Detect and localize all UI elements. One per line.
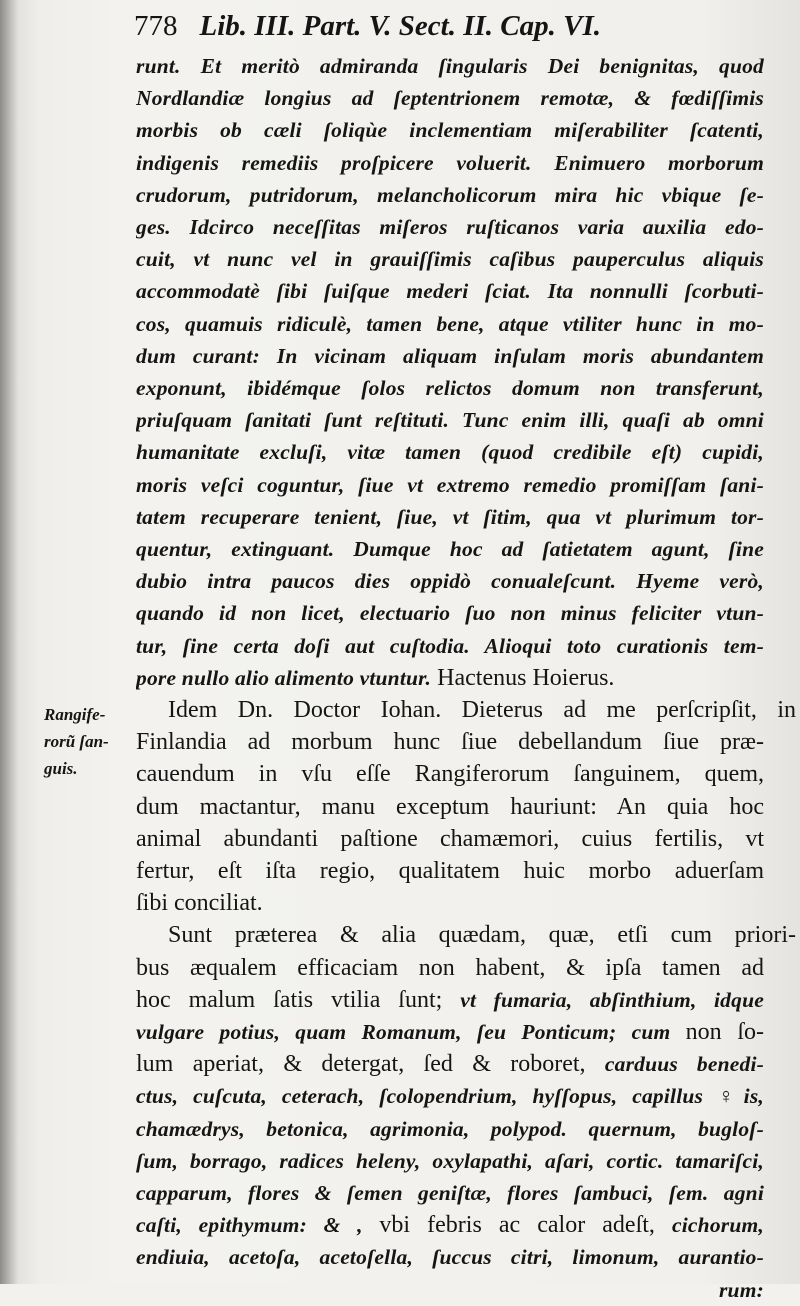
- line-text: exponunt, ibidémque ſolos relictos domum non transferunt,: [136, 376, 764, 400]
- line-text: vulgare potius, quam Romanum, ſeu Ponticum; cum: [136, 1020, 686, 1044]
- text-line: [136, 1177, 764, 1209]
- text-line: [136, 597, 764, 629]
- text-line: [136, 984, 764, 1016]
- line-text: cuit, vt nunc vel in grauiſſimis caſibus pauperculus aliquis: [136, 247, 764, 272]
- text-line: [136, 243, 764, 275]
- text-line: [136, 533, 764, 565]
- text-line: [136, 275, 764, 307]
- text-line: [136, 1209, 764, 1241]
- text-line: [136, 372, 764, 404]
- text-line: [136, 952, 764, 984]
- text-line: [136, 147, 764, 179]
- line-text: dubio intra paucos dies oppidò conualeſcunt. Hyeme verò,: [136, 569, 764, 594]
- line-text: Finlandia ad morbum hunc ſiue debellandum ſiue præ-: [136, 729, 764, 756]
- text-line: [136, 726, 764, 758]
- line-text: humanitate excluſi, vitæ tamen (quod credibile eſt) cupidi,: [136, 440, 764, 465]
- line-text: Nordlandiæ longius ad ſeptentrionem remotæ, & fœdiſſimis: [136, 86, 764, 111]
- line-text: lum aperiat, & detergat, ſed & roboret,: [136, 1051, 605, 1078]
- line-text: ſum, borrago, radices heleny, oxylapathi, aſari, cortic. tamariſci,: [136, 1148, 764, 1173]
- line-text: cos, quamuis ridiculè, tamen bene, atque vtiliter hunc in mo-: [136, 311, 764, 336]
- text-line: [136, 662, 764, 694]
- line-text: tur, ſine certa doſi aut cuſtodia. Alioqui toto curationis tem-: [136, 633, 764, 658]
- text-line: [136, 919, 796, 951]
- line-text: endiuia, acetoſa, acetoſella, ſuccus citri, limonum, aurantio-: [136, 1245, 764, 1270]
- text-line: [136, 404, 764, 436]
- line-text: indigenis remediis proſpicere voluerit. Enimuero morborum: [136, 150, 764, 175]
- text-line: [136, 501, 764, 533]
- text-line: [136, 469, 764, 501]
- text-line: [136, 1016, 764, 1048]
- line-text: tatem recuperare tenient, ſiue, vt ſitim, qua vt plurimum tor-: [136, 504, 764, 529]
- line-text: runt. Et meritò admiranda ſingularis Dei benignitas, quod: [136, 54, 764, 78]
- line-text: caſti, epithymum: & ,: [136, 1213, 380, 1238]
- line-text: dum curant: In vicinam aliquam inſulam moris abundantem: [136, 343, 764, 368]
- line-text: quentur, extinguant. Dumque hoc ad ſatietatem agunt, ſine: [136, 537, 764, 561]
- text-line: [136, 50, 764, 82]
- text-line: [136, 1241, 764, 1273]
- line-text: non ſo-: [685, 1019, 764, 1045]
- text-line: [136, 694, 796, 726]
- margin-note-line: Rangife-: [44, 705, 106, 724]
- text-line: [136, 1113, 764, 1145]
- line-text: cichorum,: [672, 1213, 764, 1238]
- line-text: ſibi conciliat.: [136, 890, 263, 917]
- line-text: ctus, cuſcuta, ceterach, ſcolopendrium, hyſſopus, capillus ♀is,: [136, 1084, 764, 1109]
- line-text: moris veſci coguntur, ſiue vt extremo remedio promiſſam ſani-: [136, 472, 764, 497]
- line-text: priuſquam ſanitati ſunt reſtituti. Tunc enim illi, quaſi ab omni: [136, 408, 764, 433]
- text-line: [136, 114, 764, 146]
- line-text: pore nullo alio alimento vtuntur.: [136, 665, 432, 690]
- line-text: fertur, eſt iſta regio, qualitatem huic morbo aduerſam: [136, 858, 764, 884]
- line-text: capparum, flores & ſemen geniſtæ, flores ſambuci, ſem. agni: [136, 1181, 764, 1205]
- line-text: vbi febris ac calor adeſt,: [379, 1212, 672, 1239]
- text-line: [136, 211, 764, 243]
- line-text: quando id non licet, electuario ſuo non minus feliciter vtun-: [136, 601, 764, 626]
- margin-note-line: rorũ ſan-: [44, 732, 109, 751]
- text-line: [136, 855, 764, 887]
- line-text: crudorum, putridorum, melancholicorum mira hic vbique ſe-: [136, 182, 764, 207]
- line-text: carduus benedi-: [604, 1052, 764, 1077]
- line-text: Sunt præterea & alia quædam, quæ, etſi cum priori-: [168, 922, 796, 949]
- line-text: morbis ob cæli ſoliqùe inclementiam miſerabiliter ſcatenti,: [136, 118, 764, 143]
- text-line: [136, 308, 764, 340]
- line-text: chamædrys, betonica, agrimonia, polypod. quernum, bugloſ-: [136, 1116, 764, 1141]
- line-text: cauendum in vſu eſſe Rangiferorum ſanguinem, quem,: [136, 761, 764, 788]
- text-line: [136, 630, 764, 662]
- text-line: [136, 791, 764, 823]
- running-head: Lib. III. Part. V. Sect. II. Cap. VI.: [199, 10, 602, 42]
- line-text: bus æqualem efficaciam non habent, & ipſa tamen ad: [136, 954, 764, 981]
- line-text: accommodatè ſibi ſuiſque mederi ſciat. Ita nonnulli ſcorbuti-: [136, 279, 764, 304]
- text-line: [136, 758, 764, 790]
- line-text: vt fumaria, abſinthium, idque: [460, 987, 764, 1012]
- text-line: [136, 340, 764, 372]
- running-header: [134, 10, 774, 46]
- line-text: animal abundanti paſtione chamæmori, cuius fertilis, vt: [136, 825, 764, 852]
- binding-gutter: [0, 0, 18, 1284]
- line-text: Hactenus Hoierus.: [431, 664, 615, 691]
- text-line: [136, 436, 764, 468]
- page-number: 778: [134, 10, 178, 42]
- line-text: dum mactantur, manu exceptum hauriunt: An quia hoc: [136, 793, 764, 820]
- text-line: [136, 1145, 764, 1177]
- line-text: rum:: [718, 1277, 764, 1302]
- line-text: Idem Dn. Doctor Iohan. Dieterus ad me perſcripſit, in: [168, 697, 796, 723]
- text-line: [136, 823, 764, 855]
- text-line: [136, 565, 764, 597]
- text-line: [136, 1274, 764, 1306]
- text-line: [136, 82, 764, 114]
- text-line: [136, 887, 764, 919]
- text-line: [136, 1080, 764, 1112]
- margin-note-line: guis.: [44, 759, 78, 778]
- line-text: hoc malum ſatis vtilia ſunt;: [136, 986, 461, 1013]
- text-line: [136, 1048, 764, 1080]
- line-text: ges. Idcirco neceſſitas miſeros ruſticanos varia auxilia edo-: [136, 215, 764, 239]
- text-line: [136, 179, 764, 211]
